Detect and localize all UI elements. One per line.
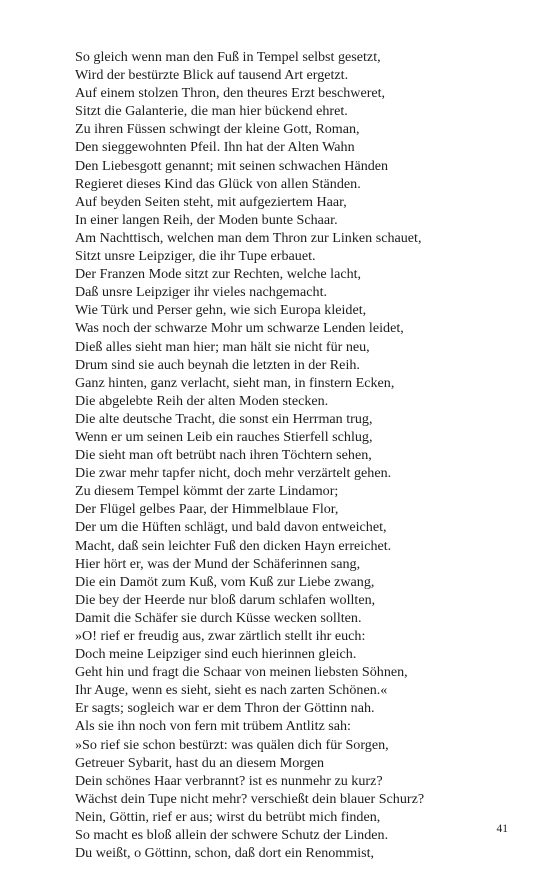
poem-line: Zu diesem Tempel kömmt der zarte Lindamor; [75,483,339,500]
poem-line: Auf beyden Seiten steht, mit aufgeziertem Haar, [75,193,347,210]
poem-line: Was noch der schwarze Mohr um schwarze Lenden leidet, [75,320,404,337]
poem-line: Der um die Hüften schlägt, und bald davon entweichet, [75,519,387,536]
page-number: 41 [496,823,508,835]
poem-text [75,48,535,862]
poem-line: Zu ihren Füssen schwingt der kleine Gott, Roman, [75,121,360,138]
poem-line: Die zwar mehr tapfer nicht, doch mehr verzärtelt gehen. [75,465,392,482]
poem-line: Sitzt die Galanterie, die man hier bückend ehret. [75,103,348,120]
poem-line: Getreuer Sybarit, hast du an diesem Morgen [75,754,325,771]
poem-line: Sitzt unsre Leipziger, die ihr Tupe erbauet. [75,248,316,265]
poem-line: Den sieggewohnten Pfeil. Ihn hat der Alten Wahn [75,139,355,156]
poem-line: Auf einem stolzen Thron, den theures Erzt beschweret, [75,85,386,102]
poem-line: Die bey der Heerde nur bloß darum schlafen wollten, [75,591,376,608]
poem-line: Wird der bestürzte Blick auf tausend Art ergetzt. [75,67,349,84]
poem-line: Regieret dieses Kind das Glück von allen Ständen. [75,175,361,192]
poem-line: Der Franzen Mode sitzt zur Rechten, welche lacht, [75,266,362,283]
poem-line: Ganz hinten, ganz verlacht, sieht man, in finstern Ecken, [75,374,395,391]
poem-line: Nein, Göttin, rief er aus; wirst du betrübt mich finden, [75,808,381,825]
poem-line: Die abgelebte Reih der alten Moden stecken. [75,392,329,409]
poem-line: Der Flügel gelbes Paar, der Himmelblaue Flor, [75,501,339,518]
poem-line: Doch meine Leipziger sind euch hierinnen gleich. [75,646,357,663]
poem-line: So macht es bloß allein der schwere Schutz der Linden. [75,827,389,844]
poem-line: Als sie ihn noch von fern mit trübem Antlitz sah: [75,718,351,735]
poem-line: Die alte deutsche Tracht, die sonst ein Herrman trug, [75,410,373,427]
poem-line: So gleich wenn man den Fuß in Tempel selbst gesetzt, [75,49,381,65]
poem-line: Daß unsre Leipziger ihr vieles nachgemacht. [75,284,328,301]
poem-line: Den Liebesgott genannt; mit seinen schwachen Händen [75,157,389,174]
poem-line: Er sagts; sogleich war er dem Thron der Göttinn nah. [75,700,375,717]
poem-line: Dieß alles sieht man hier; man hält sie nicht für neu, [75,338,370,355]
poem-line: Drum sind sie auch beynah die letzten in der Reih. [75,356,360,373]
poem-line: »O! rief er freudig aus, zwar zärtlich stellt ihr euch: [75,628,366,644]
poem-line: »So rief sie schon bestürzt: was quälen dich für Sorgen, [75,736,389,753]
poem-line: Macht, daß sein leichter Fuß den dicken Hayn erreichet. [75,537,392,554]
poem-line: Du weißt, o Göttinn, schon, daß dort ein Renommist, [75,845,375,862]
poem-line: In einer langen Reih, der Moden bunte Schaar. [75,211,338,228]
poem-line: Wie Türk und Perser gehn, wie sich Europa kleidet, [75,302,367,319]
poem-line: Ihr Auge, wenn es sieht, sieht es nach zarten Schönen.« [75,682,388,699]
poem-line: Wächst dein Tupe nicht mehr? verschießt dein blauer Schurz? [75,790,425,807]
poem-line: Dein schönes Haar verbrannt? ist es nunmehr zu kurz? [75,772,383,789]
poem-line: Am Nachttisch, welchen man dem Thron zur Linken schauet, [75,229,422,246]
poem-line: Geht hin und fragt die Schaar von meinen liebsten Söhnen, [75,664,408,681]
poem-line: Die sieht man oft betrübt nach ihren Töchtern sehen, [75,447,372,464]
poem-line: Die ein Damöt zum Kuß, vom Kuß zur Liebe zwang, [75,573,375,590]
poem-line: Damit die Schäfer sie durch Küsse wecken sollten. [75,609,362,626]
poem-line: Hier hört er, was der Mund der Schäferinnen sang, [75,555,361,572]
poem-line: Wenn er um seinen Leib ein rauches Stierfell schlug, [75,428,373,445]
